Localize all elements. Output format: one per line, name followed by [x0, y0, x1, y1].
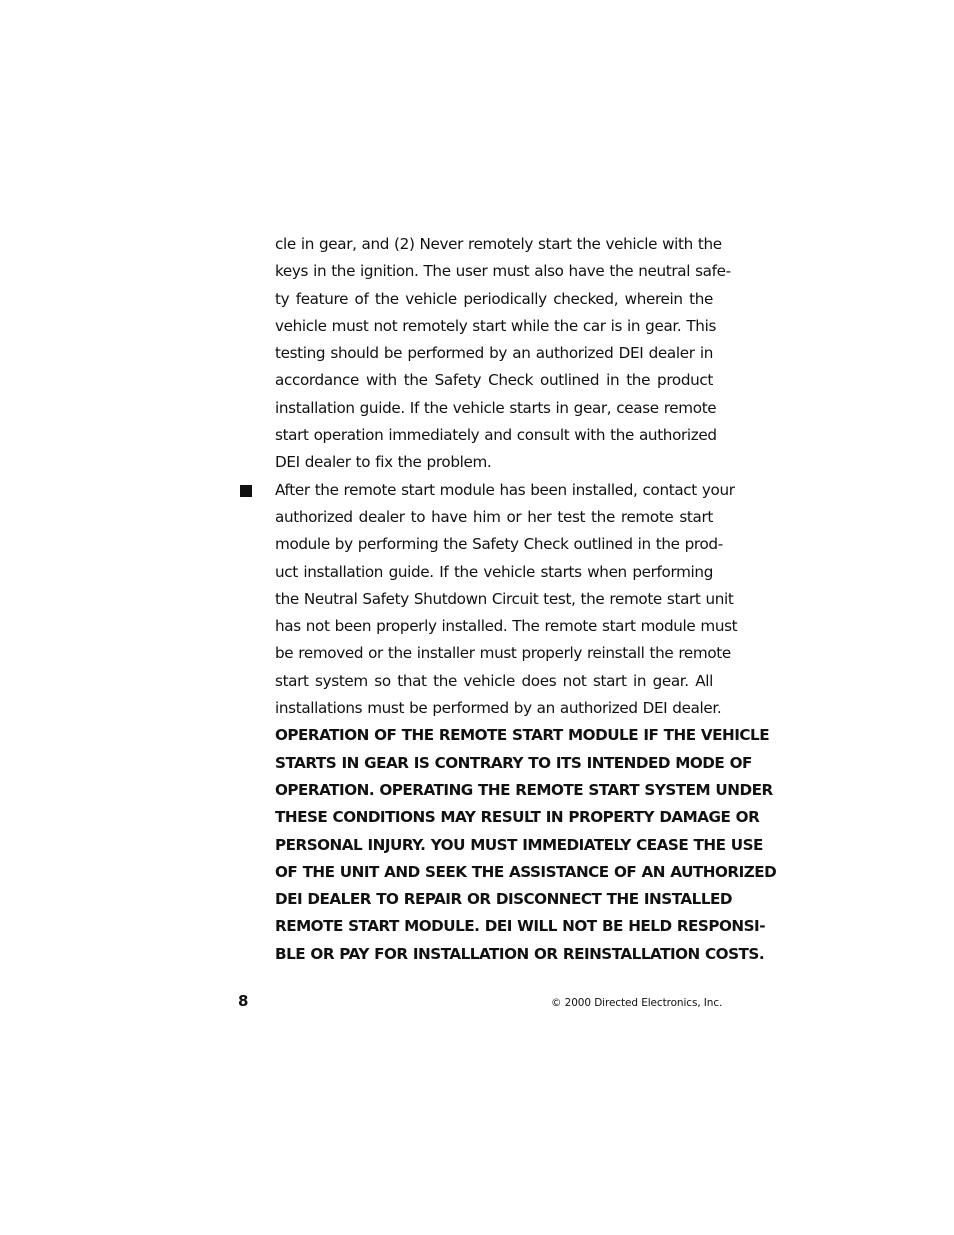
paragraph-line: DEI dealer to fix the problem. [275, 453, 492, 472]
paragraph-line: ty feature of the vehicle periodically checked, wherein the [275, 289, 713, 308]
body-text [275, 231, 777, 968]
bullet-paragraph [275, 477, 777, 968]
paragraph-line: start system so that the vehicle does not start in gear. All [275, 671, 713, 690]
paragraph-line: keys in the ignition. The user must also have the neutral safe- [275, 262, 731, 281]
warning-line: STARTS IN GEAR IS CONTRARY TO ITS INTENDED MODE OF [275, 753, 752, 772]
warning-line: DEI DEALER TO REPAIR OR DISCONNECT THE INSTALLED [275, 890, 732, 909]
paragraph-line: After the remote start module has been installed, contact your [275, 480, 735, 499]
warning-line: OPERATION. OPERATING THE REMOTE START SYSTEM UNDER [275, 780, 773, 799]
warning-line: OF THE UNIT AND SEEK THE ASSISTANCE OF AN AUTHORIZED [275, 862, 777, 881]
paragraph-line: testing should be performed by an authorized DEI dealer in [275, 344, 713, 363]
continued-paragraph [275, 231, 731, 477]
warning-line: REMOTE START MODULE. DEI WILL NOT BE HELD RESPONSI- [275, 917, 766, 936]
paragraph-line: authorized dealer to have him or her test the remote start [275, 507, 713, 526]
paragraph-line: uct installation guide. If the vehicle starts when performing [275, 562, 713, 581]
paragraph-line: accordance with the Safety Check outlined in the product [275, 371, 713, 390]
warning-line: THESE CONDITIONS MAY RESULT IN PROPERTY DAMAGE OR [275, 808, 760, 827]
paragraph-line: the Neutral Safety Shutdown Circuit test, the remote start unit [275, 589, 734, 608]
paragraph-line: be removed or the installer must properly reinstall the remote [275, 644, 731, 663]
warning-line: PERSONAL INJURY. YOU MUST IMMEDIATELY CEASE THE USE [275, 835, 763, 854]
paragraph-line: start operation immediately and consult with the authorized [275, 426, 717, 445]
paragraph-line: has not been properly installed. The remote start module must [275, 617, 738, 636]
square-bullet-icon [240, 485, 252, 497]
paragraph-line: installations must be performed by an authorized DEI dealer. [275, 699, 722, 718]
warning-line: BLE OR PAY FOR INSTALLATION OR REINSTALLATION COSTS. [275, 944, 765, 963]
warning-line: OPERATION OF THE REMOTE START MODULE IF THE VEHICLE [275, 726, 770, 745]
paragraph-line: module by performing the Safety Check outlined in the prod- [275, 535, 723, 554]
copyright-notice: © 2000 Directed Electronics, Inc. [551, 997, 723, 1009]
paragraph-line: installation guide. If the vehicle starts in gear, cease remote [275, 398, 717, 417]
page-number: 8 [238, 992, 249, 1010]
paragraph-line: vehicle must not remotely start while the car is in gear. This [275, 316, 717, 335]
paragraph-line: cle in gear, and (2) Never remotely start the vehicle with the [275, 235, 722, 253]
